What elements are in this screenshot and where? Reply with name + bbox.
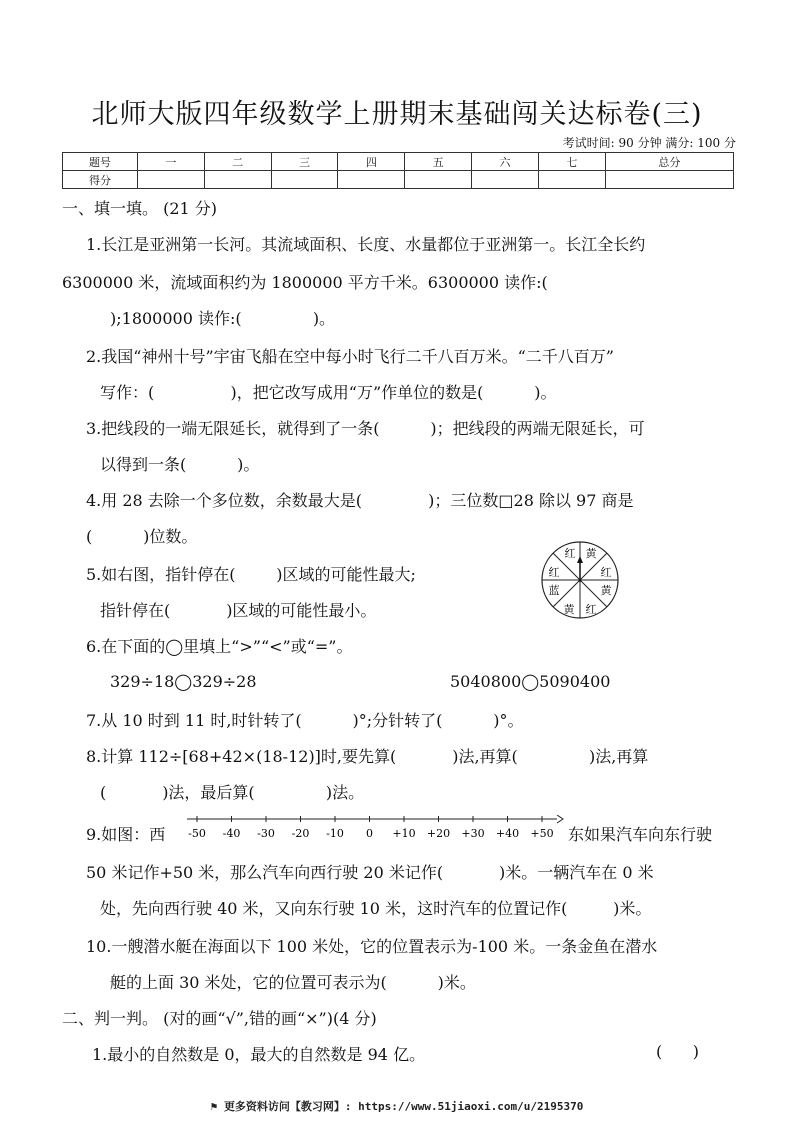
question-line: 6300000 米，流域面积约为 1800000 平方千米。6300000 读作:( bbox=[62, 273, 548, 292]
number-line-label: +10 bbox=[392, 827, 416, 840]
wheel-label: 黄 bbox=[585, 547, 597, 560]
question-line: 1.最小的自然数是 0，最大的自然数是 94 亿。 bbox=[92, 1045, 426, 1064]
score-table-header-row bbox=[63, 153, 734, 171]
exam-meta: 考试时间: 90 分钟 满分: 100 分 bbox=[562, 136, 736, 150]
question-line: 3.把线段的一端无限延长，就得到了一条( )；把线段的两端无限延长，可 bbox=[86, 419, 645, 438]
question-line: ( )法，最后算( )法。 bbox=[100, 783, 365, 802]
number-line-label: +50 bbox=[530, 827, 554, 840]
score-row-label: 得分 bbox=[63, 171, 138, 189]
number-line-label: +40 bbox=[495, 827, 520, 840]
question-line: 艇的上面 30 米处，它的位置可表示为( )米。 bbox=[110, 973, 476, 992]
wheel-label: 黄 bbox=[563, 603, 575, 616]
answer-parentheses[interactable]: ( ) bbox=[656, 1042, 699, 1061]
wheel-label: 红 bbox=[585, 603, 597, 616]
wheel-label: 红 bbox=[600, 566, 612, 579]
question-line: 处，先向西行驶 40 米，又向东行驶 10 米，这时汽车的位置记作( )米。 bbox=[100, 899, 652, 918]
question-line: 指针停在( )区域的可能性最小。 bbox=[100, 601, 377, 620]
score-input-cell[interactable] bbox=[204, 171, 271, 189]
arrow-right-icon bbox=[557, 815, 563, 823]
flag-icon: ⚑ bbox=[210, 1100, 218, 1113]
question-line: 9.如图：西 bbox=[86, 825, 166, 844]
score-cell: 二 bbox=[204, 153, 271, 171]
question-line: 50 米记作+50 米，那么汽车向西行驶 20 米记作( )米。一辆汽车在 0 米 bbox=[86, 863, 654, 882]
score-cell: 题号 bbox=[63, 153, 138, 171]
number-line-label: 0 bbox=[366, 827, 373, 840]
number-line-label: -50 bbox=[188, 827, 206, 840]
score-cell: 四 bbox=[338, 153, 405, 171]
comparison-right: 5040800◯5090400 bbox=[450, 672, 611, 691]
score-input-cell[interactable] bbox=[405, 171, 472, 189]
number-line bbox=[185, 815, 565, 845]
page-title: 北师大版四年级数学上册期末基础闯关达标卷(三) bbox=[91, 99, 703, 130]
score-cell: 三 bbox=[271, 153, 338, 171]
score-cell: 六 bbox=[472, 153, 539, 171]
question-line: ( )位数。 bbox=[86, 527, 198, 546]
score-input-cell[interactable] bbox=[538, 171, 605, 189]
question-line: );1800000 读作:( )。 bbox=[110, 309, 336, 328]
number-line-label: +20 bbox=[426, 827, 451, 840]
score-input-cell[interactable] bbox=[472, 171, 539, 189]
question-line: 东如果汽车向东行驶 bbox=[568, 825, 713, 844]
spinner-wheel bbox=[540, 540, 620, 620]
footer-link[interactable] bbox=[0, 1098, 794, 1114]
wheel-label: 蓝 bbox=[548, 584, 560, 597]
score-input-cell[interactable] bbox=[138, 171, 205, 189]
comparison-left: 329÷18◯329÷28 bbox=[110, 672, 257, 691]
number-line-label: +30 bbox=[461, 827, 485, 840]
number-line-label: -20 bbox=[291, 827, 310, 840]
question-line: 7.从 10 时到 11 时,时针转了( )°;分针转了( )°。 bbox=[86, 711, 524, 730]
wheel-label: 红 bbox=[548, 566, 560, 579]
footer-text: 更多资料访问【教习网】: https://www.51jiaoxi.com/u/2195370 bbox=[223, 1100, 584, 1113]
number-line-label: -30 bbox=[257, 827, 275, 840]
score-input-cell[interactable] bbox=[271, 171, 338, 189]
score-cell: 五 bbox=[405, 153, 472, 171]
question-line: 2.我国“神州十号”宇宙飞船在空中每小时飞行二千八百万米。“二千八百万” bbox=[86, 347, 614, 366]
question-line: 以得到一条( )。 bbox=[100, 455, 260, 474]
question-line: 8.计算 112÷[68+42×(18-12)]时,要先算( )法,再算( )法,再算 bbox=[86, 747, 649, 766]
wheel-label: 黄 bbox=[600, 584, 612, 597]
question-line: 5.如右图，指针停在( )区域的可能性最大; bbox=[86, 565, 416, 584]
score-cell: 七 bbox=[538, 153, 605, 171]
number-line-label: -40 bbox=[222, 827, 241, 840]
number-line-label: -10 bbox=[326, 827, 344, 840]
section-heading: 二、判一判。 (对的画“√”,错的画“×”)(4 分) bbox=[62, 1009, 377, 1028]
wheel-label: 红 bbox=[564, 547, 576, 560]
score-input-cell[interactable] bbox=[338, 171, 405, 189]
question-line: 4.用 28 去除一个多位数，余数最大是( )；三位数□28 除以 97 商是 bbox=[86, 491, 634, 510]
question-line: 1.长江是亚洲第一长河。其流域面积、长度、水量都位于亚洲第一。长江全长约 bbox=[86, 235, 646, 254]
question-line: 6.在下面的◯里填上“>”“<”或“=”。 bbox=[86, 637, 353, 656]
score-input-cell[interactable] bbox=[605, 171, 733, 189]
section-heading: 一、填一填。 (21 分) bbox=[62, 199, 218, 218]
score-table-score-row bbox=[63, 171, 734, 189]
question-line: 写作：( )，把它改写成用“万”作单位的数是( )。 bbox=[100, 383, 557, 402]
score-cell: 总分 bbox=[605, 153, 733, 171]
question-line: 10.一艘潜水艇在海面以下 100 米处，它的位置表示为-100 米。一条金鱼在潜水 bbox=[86, 937, 658, 956]
score-cell: 一 bbox=[138, 153, 205, 171]
score-table bbox=[62, 152, 734, 189]
